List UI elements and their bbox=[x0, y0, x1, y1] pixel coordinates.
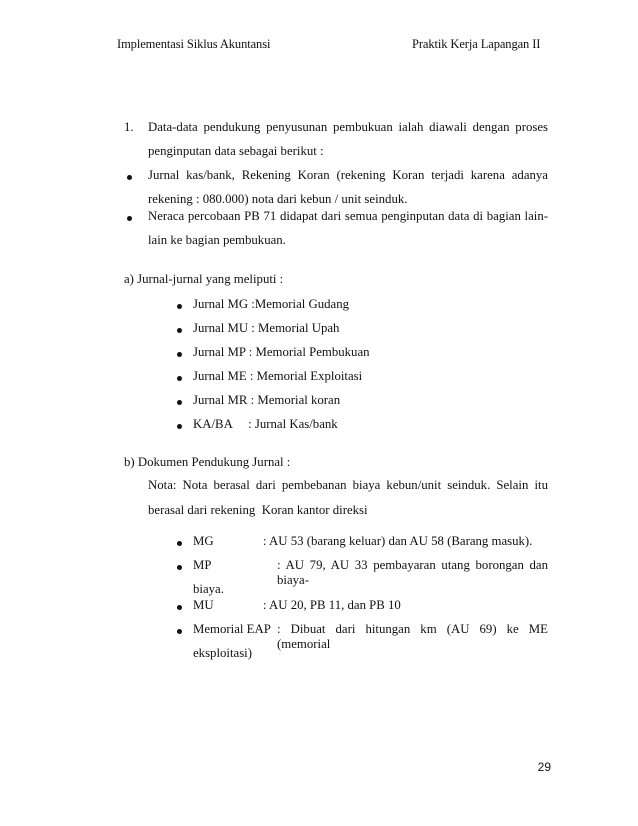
section-a-item: Jurnal MR : Memorial koran bbox=[193, 393, 341, 407]
bullet-dot bbox=[177, 424, 182, 429]
bullet-dot bbox=[177, 352, 182, 357]
section-b-item-code: MP bbox=[193, 558, 212, 572]
section-a-item: Jurnal MU : Memorial Upah bbox=[193, 321, 340, 335]
section-a-heading: a) Jurnal-jurnal yang meliputi : bbox=[124, 272, 284, 286]
bullet-dot bbox=[177, 376, 182, 381]
section-b-item-desc: : AU 20, PB 11, dan PB 10 bbox=[263, 598, 401, 612]
section1-bullet1-line1: Jurnal kas/bank, Rekening Koran (rekening Koran terjadi karena adanya bbox=[148, 168, 548, 182]
bullet-dot bbox=[177, 328, 182, 333]
section-b-note-line1: Nota: Nota berasal dari pembebanan biaya kebun/unit seinduk. Selain itu bbox=[148, 478, 548, 492]
header-left: Implementasi Siklus Akuntansi bbox=[117, 37, 271, 51]
section-a-item: Jurnal MP : Memorial Pembukuan bbox=[193, 345, 370, 359]
section-b-item-code: MG bbox=[193, 534, 214, 548]
section1-bullet1-line2: rekening : 080.000) nota dari kebun / unit seinduk. bbox=[148, 192, 408, 206]
section-a-item: Jurnal ME : Memorial Exploitasi bbox=[193, 369, 363, 383]
bullet-dot bbox=[127, 175, 132, 180]
section1-number: 1. bbox=[124, 120, 134, 134]
bullet-dot bbox=[177, 541, 182, 546]
section-b-item-code: Memorial EAP bbox=[193, 622, 271, 636]
section-b-note-line2: berasal dari rekening Koran kantor direksi bbox=[148, 503, 368, 517]
section-b-item-desc: : AU 53 (barang keluar) dan AU 58 (Barang masuk). bbox=[263, 534, 533, 548]
bullet-dot bbox=[127, 216, 132, 221]
section-a-item: KA/BA : Jurnal Kas/bank bbox=[193, 417, 338, 431]
bullet-dot bbox=[177, 565, 182, 570]
section1-bullet2-line2: lain ke bagian pembukuan. bbox=[148, 233, 286, 247]
section-b-item-code: MU bbox=[193, 598, 214, 612]
section-b-item-cont: biaya. bbox=[193, 582, 224, 596]
section-b-item-desc: : Dibuat dari hitungan km (AU 69) ke ME (memorial bbox=[277, 622, 548, 651]
bullet-dot bbox=[177, 304, 182, 309]
header-right: Praktik Kerja Lapangan II bbox=[412, 37, 541, 51]
page-number: 29 bbox=[537, 760, 551, 774]
section-a-item: Jurnal MG :Memorial Gudang bbox=[193, 297, 350, 311]
section-b-item-cont: eksploitasi) bbox=[193, 646, 252, 660]
section-b-item-desc: : AU 79, AU 33 pembayaran utang borongan dan biaya- bbox=[277, 558, 548, 587]
section-b-heading: b) Dokumen Pendukung Jurnal : bbox=[124, 455, 291, 469]
section1-line2: penginputan data sebagai berikut : bbox=[148, 144, 324, 158]
bullet-dot bbox=[177, 400, 182, 405]
bullet-dot bbox=[177, 605, 182, 610]
bullet-dot bbox=[177, 629, 182, 634]
section1-bullet2-line1: Neraca percobaan PB 71 didapat dari semua penginputan data di bagian lain- bbox=[148, 209, 548, 223]
section1-line1: Data-data pendukung penyusunan pembukuan ialah diawali dengan proses bbox=[148, 120, 548, 134]
